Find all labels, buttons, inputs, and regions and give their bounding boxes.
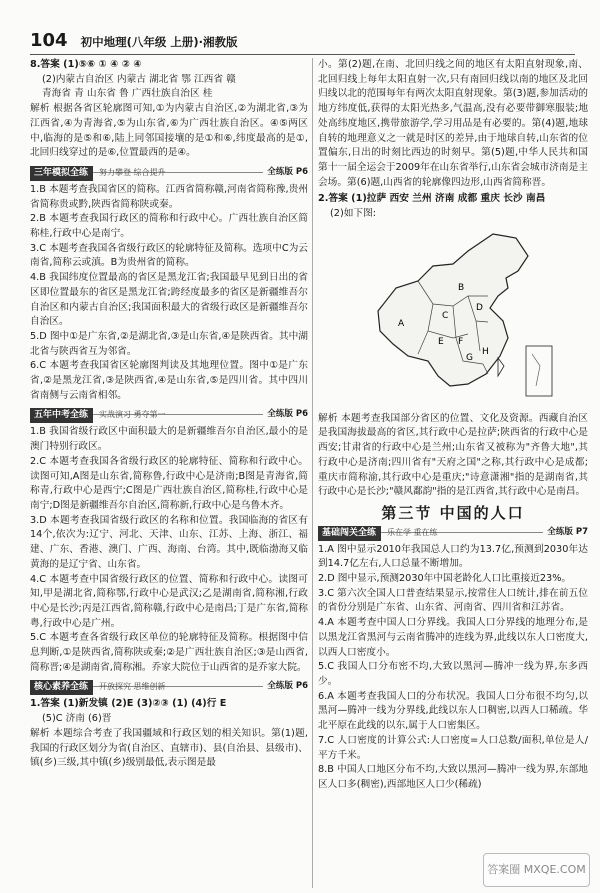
answer-item: 6.C 本题考查我国省区轮廓图判读及其地理位置。图中①是广东省,②是黑龙江省,③是陕西省,④是山东省,⑤是四川省。其中四川省南侧与云南省相邻。 [30, 360, 308, 401]
answer-item: 4.A 本题考查中国人口分界线。我国人口分界线的地理分布,是以黑龙江省黑河与云南省腾冲的连线为界,此线以东人口密度大,以西人口密度小。 [318, 617, 588, 658]
core-explanation: 解析 本题综合考查了我国疆域和行政区划的相关知识。第(1)题,我国的行政区划分为省(自治区、直辖市)、县(自治县、县级市)、镇(乡)三级,其中镇(乡)级别最低,表示图是最 [30, 727, 308, 769]
map-label: D [476, 302, 483, 313]
map-label: H [482, 346, 489, 357]
answer-item: 4.B 我国纬度位置最高的省区是黑龙江省;我国最早见到日出的省区即位置最东的省区是黑龙江省;跨经度最多的省区是新疆维吾尔自治区和内蒙古自治区;我国面积最大的省级行政区是新疆维吾尔自治区。 [30, 272, 308, 328]
banner-label: 五年中考全练 [30, 408, 93, 423]
column-divider [312, 58, 313, 888]
q2-answer: 2.答案 (1)拉萨 西安 兰州 济南 成都 重庆 长沙 南昌 [318, 193, 546, 205]
q2-explanation: 解析 本题考查我国部分省区的位置、文化及资源。西藏自治区是我国海拔最高的省区,其行政中心是拉萨;陕西省的行政中心是西安;甘肃省的行政中心是兰州;山东省又被称为"齐鲁大地",其行政中心是济南;四川省有"天府之国"之称,其行政中心是成都;重庆市简称渝,其行政中心是重庆;"诗意潇湘"指的是湖南省,其行政中心是长沙;"赣风鄱韵"指的是江西省,其行政中心是南昌。 [318, 412, 588, 498]
watermark: 答案圈 MXQE.COM [483, 853, 590, 887]
q8-answer: 8.答案 (1)⑤⑥ ① ④ ② ④ [30, 59, 142, 70]
q8-explanation: 解析 根据各省区轮廓图可知,①为内蒙古自治区,②为湖北省,③为江西省,④为青海省,⑤为山东省,⑥为广西壮族自治区。④⑤两区中,临海的是⑤和⑥,陆上同邻国接壤的是①和⑥,纬度最高的是①,北回归线穿过的是⑥,位置最西的是④。 [30, 103, 308, 159]
map-label: B [458, 282, 465, 293]
section-banner-3yr [30, 165, 308, 180]
map-label: F [458, 336, 464, 347]
banner-subtitle: 开放探究 思维创新 [99, 682, 166, 692]
map-label: G [466, 352, 473, 363]
book-title: 初中地理(八年级 上册)·湘教版 [80, 35, 238, 49]
answer-item: 3.C 本题考查我国各省级行政区的轮廓特征及简称。选项中C为云南省,简称云或滇。B为贵州省的简称。 [30, 242, 308, 269]
answer-item: 5.D 图中①是广东省,②是湖北省,③是山东省,④是陕西省。其中湖北省与陕西省互为邻省。 [30, 330, 308, 357]
answer-item: 4.C 本题考查中国省级行政区的位置、简称和行政中心。读图可知,甲是湖北省,简称鄂,行政中心是武汉;乙是湖南省,简称湘,行政中心是长沙;丙是江西省,简称赣,行政中心是南昌;丁是广东省,简称粤,行政中心是广州。 [30, 573, 308, 629]
q8-answer-line2: (2)内蒙古自治区 内蒙古 湖北省 鄂 江西省 赣 [42, 73, 236, 85]
core-answer: 1.答案 (1)新发镇 (2)E (3)②③ (1) (4)行 E [30, 698, 227, 710]
explanation-continued: 小。第(2)题,在南、北回归线之间的地区有太阳直射现象,南、北回归线上每年太阳直射一次,只有南回归线以南的地区及北回归线以北的范围每年有两次太阳直射现象。第(3)题,参加活动的地方纬度低,获得的太阳光热多,气温高,没有必要带御寒服装;地处高纬度地区,携带旅游学,学习用品是有必要的。第(4)题,地球自转的地理意义之一就是时区的差异,由于地球自转,山东省的位置偏东,日出的时刻比西边的时刻早。第(5)题,中华人民共和国第十一届全运会于2009年在山东省举行,山东省会城市济南是主会场。第(6)题,山西省的轮廓像四边形,山西省简称晋。 [318, 59, 588, 188]
banner-subtitle: 努力攀登 综合提升 [99, 167, 166, 177]
answer-item: 5.C 我国人口分布密不均,大致以黑河—腾冲一线为界,东多西少。 [318, 661, 588, 687]
answer-item: 3.D 本题考查我国省级行政区的名称和位置。我国临海的省区有14个,依次为:辽宁、河北、天津、山东、江苏、上海、浙江、福建、广东、香港、澳门、广西、海南、台湾。其中,既临渤海又临黄海的是辽宁省、山东省。 [30, 514, 308, 570]
banner-edition: 全练版 P6 [263, 165, 308, 180]
header-rule [30, 54, 575, 55]
answer-item: 1.B 我国省级行政区中面积最大的是新疆维吾尔自治区,最小的是澳门特别行政区。 [30, 426, 308, 453]
core-answer-line2: (5)C 济南 (6)晋 [42, 713, 112, 725]
page-header [30, 30, 575, 56]
banner-edition: 全练版 P6 [263, 679, 308, 694]
section-banner-core [30, 679, 308, 694]
china-map-outline [358, 226, 558, 406]
answer-item: 2.C 本题考查我国各省级行政区的轮廓特征、简称和行政中心。读图可知,A图是山东省,简称鲁,行政中心是济南;B图是青海省,简称青,行政中心是西宁;C图是广西壮族自治区,简称桂,行政中心是南宁;D图是新疆维吾尔自治区,简称新,行政中心是乌鲁木齐。 [30, 455, 308, 511]
map-label: C [442, 310, 449, 321]
answer-item: 2.D 图中显示,预测2030年中国老龄化人口比重接近23%。 [318, 573, 572, 585]
right-column [318, 58, 588, 793]
banner-edition: 全练版 P6 [263, 407, 308, 422]
q8-answer-line3: 青海省 青 山东省 鲁 广西壮族自治区 桂 [42, 88, 213, 100]
left-column [30, 58, 308, 771]
map-label: E [438, 336, 444, 347]
answer-item: 1.B 本题考查我国省区的简称。江西省简称赣,河南省简称豫,贵州省简称贵或黔,陕西省简称陕或秦。 [30, 183, 308, 210]
china-province-map [358, 226, 558, 406]
section-banner-basic [318, 525, 588, 540]
answer-item: 6.A 本题考查我国人口的分布状况。我国人口分布很不均匀,以黑河—腾冲一线为分界线,此线以东人口稠密,以西人口稀疏。华北平原在此线的以东,属于人口密集区。 [318, 690, 588, 732]
banner-label: 三年模拟全练 [30, 166, 93, 181]
banner-label: 核心素养全练 [30, 680, 93, 695]
section-title: 第三节 中国的人口 [381, 503, 525, 522]
section-banner-5yr [30, 407, 308, 422]
banner-subtitle: 实战演习 勇夺第一 [99, 410, 166, 420]
answer-item: 3.C 第六次全国人口普查结果显示,按常住人口统计,排在前五位的省份分别是广东省、山东省、河南省、四川省和江苏省。 [318, 587, 588, 614]
banner-subtitle: 乐在学 重在练 [387, 527, 438, 537]
banner-edition: 全练版 P7 [543, 525, 588, 540]
answer-item: 2.B 本题考查我国行政区的简称和行政中心。广西壮族自治区简称桂,行政中心是南宁。 [30, 213, 308, 240]
page-number: 104 [30, 30, 68, 51]
answer-item: 1.A 图中显示2010年我国总人口约为13.7亿,预测到2030年达到14.7亿左右,人口总量不断增加。 [318, 543, 588, 570]
map-label: A [398, 318, 405, 329]
q2-subpart: (2)如下图: [330, 208, 377, 220]
answer-item: 5.C 本题考查各省级行政区单位的轮廓特征及简称。根据图中信息判断,①是陕西省,简称陕或秦;②是广西壮族自治区;③是山西省,简称晋;④是湖南省,简称湘。乔家大院位于山西省的是乔家大院。 [30, 632, 308, 673]
answer-item: 8.B 中国人口地区分布不均,大致以黑河—腾冲一线为界,东部地区人口多(稠密),西部地区人口少(稀疏) [318, 764, 588, 790]
banner-label: 基础闯关全练 [318, 526, 381, 541]
answer-item: 7.C 人口密度的计算公式:人口密度=人口总数/面积,单位是人/平方千米。 [318, 734, 588, 761]
